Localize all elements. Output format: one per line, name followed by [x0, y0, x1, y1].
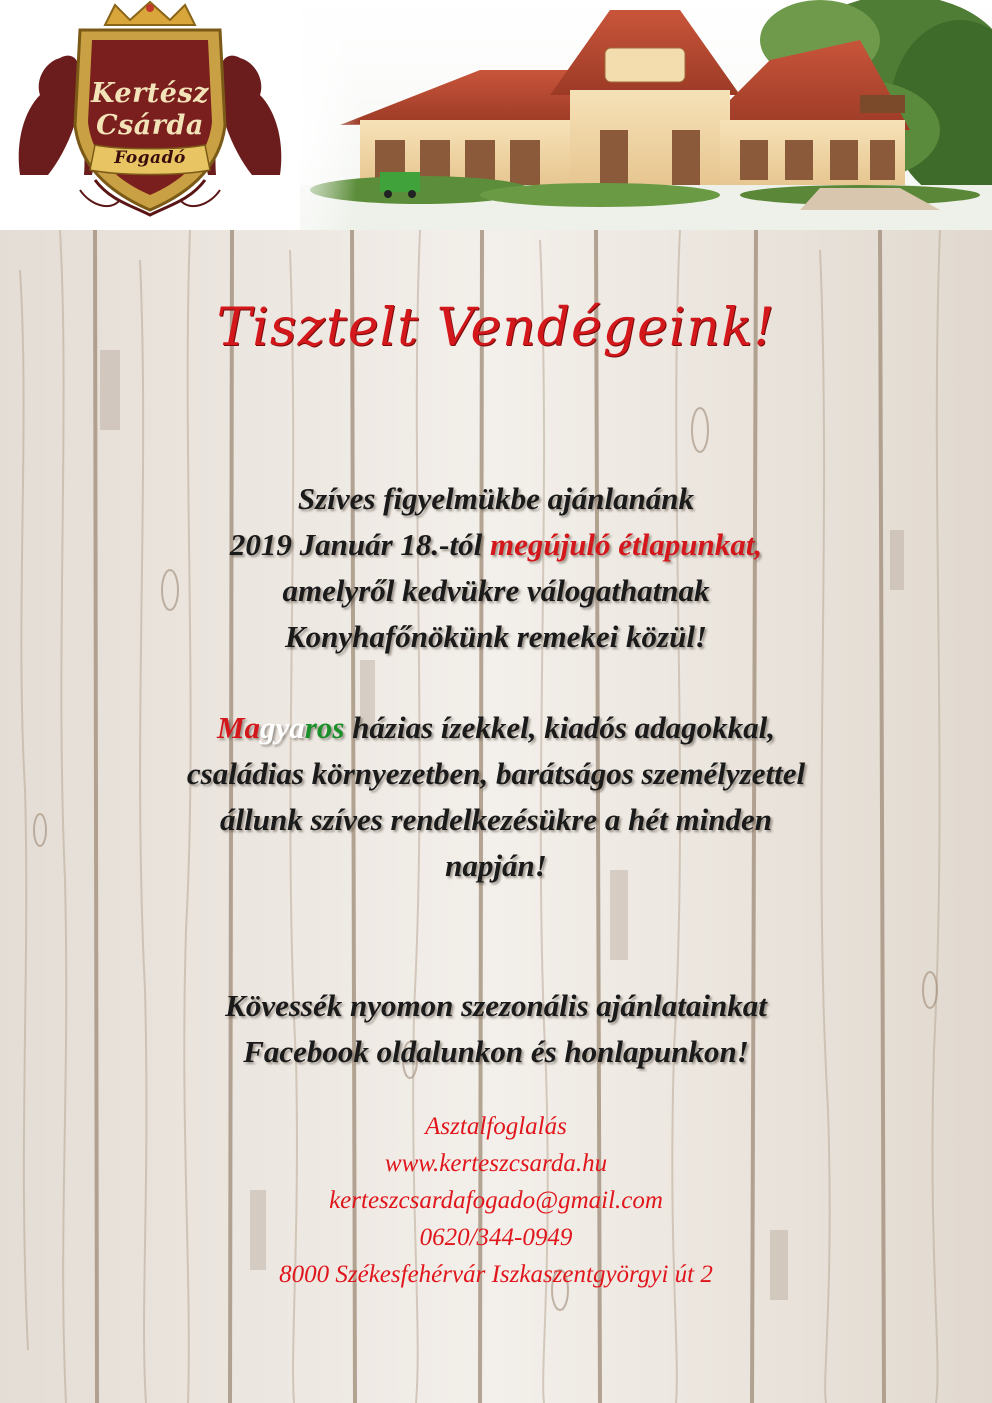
- intro-line-2: [40, 522, 952, 568]
- intro-line-1: Szíves figyelmükbe ajánlanánk: [297, 481, 695, 516]
- cuisine-line-2: családias környezetben, barátságos személyzettel: [186, 756, 806, 791]
- tricolor-word-white: gya: [260, 710, 305, 745]
- website-link[interactable]: www.kerteszcsarda.hu: [384, 1150, 608, 1177]
- intro-date-text: 2019 Január 18.-tól: [229, 527, 490, 562]
- tricolor-word-green: ros: [304, 710, 345, 745]
- follow-line-2: Facebook oldalunkon és honlapunkon!: [243, 1034, 749, 1069]
- new-menu-highlight: megújuló étlapunkat,: [489, 527, 763, 562]
- intro-line-3: amelyről kedvükre válogathatnak: [282, 573, 710, 608]
- logo-text-fogado: Fogadó: [114, 148, 186, 168]
- logo-text-csarda: Csárda: [96, 110, 204, 141]
- phone-number[interactable]: 0620/344-0949: [419, 1224, 573, 1251]
- intro-line-4: Konyhafőnökünk remekei közül!: [284, 619, 707, 654]
- cuisine-line-1: [40, 705, 952, 751]
- reservation-heading: Asztalfoglalás: [425, 1113, 567, 1140]
- contact-block: [40, 1108, 952, 1293]
- intro-paragraph: [40, 476, 952, 660]
- logo-text-kertesz: Kertész: [91, 78, 209, 109]
- address-text: 8000 Székesfehérvár Iszkaszentgyörgyi út 2: [279, 1261, 713, 1288]
- follow-line-1: Kövessék nyomon szezonális ajánlatainkat: [225, 988, 767, 1023]
- cuisine-line-4: napján!: [445, 848, 547, 883]
- cuisine-line-1-rest: házias ízekkel, kiadós adagokkal,: [344, 710, 776, 745]
- follow-us-paragraph: [40, 983, 952, 1075]
- email-link[interactable]: kerteszcsardafogado@gmail.com: [329, 1187, 663, 1214]
- tricolor-word-red: Ma: [216, 710, 261, 745]
- hungarian-cuisine-paragraph: [40, 705, 952, 889]
- cuisine-line-3: állunk szíves rendelkezésükre a hét minden: [219, 802, 772, 837]
- page-title: Tisztelt Vendégeink!: [216, 298, 776, 358]
